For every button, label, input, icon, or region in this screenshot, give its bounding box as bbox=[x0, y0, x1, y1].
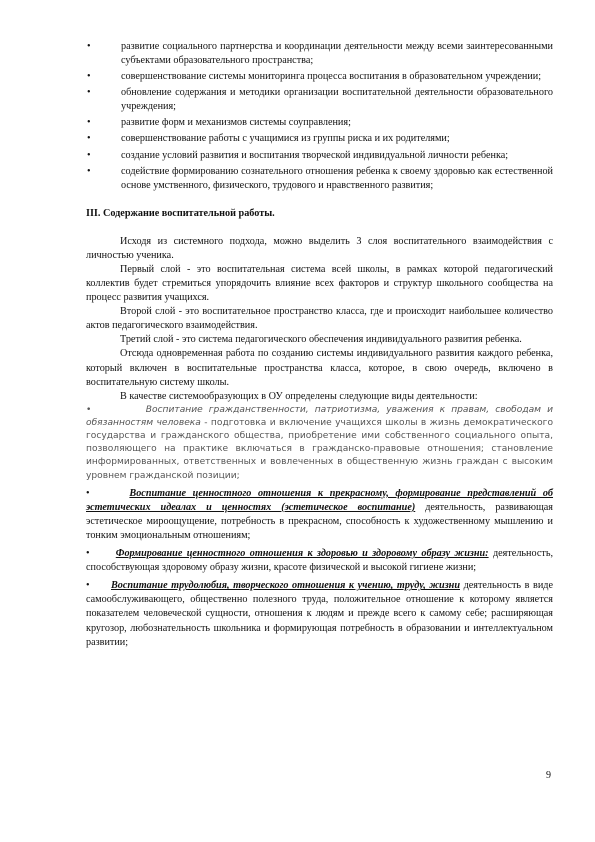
section-title: III. Содержание воспитательной работы. bbox=[86, 207, 275, 219]
bullet-glyph: • bbox=[87, 41, 91, 52]
bullet-glyph: • bbox=[86, 580, 90, 592]
bullet-glyph: • bbox=[87, 133, 91, 145]
page-number: 9 bbox=[546, 770, 551, 781]
paragraph: Третий слой - это система педагогического обеспечения индивидуального развития ребенка. bbox=[120, 334, 522, 346]
activity-text: деятельность, развивающая эстетическое мироощущение, потребность в прекрасном, способность к художественному мышлению и тонким эмоциональным отношениям; bbox=[86, 501, 553, 542]
activity-title: Воспитание трудолюбия, творческого отношения к учению, труду, жизни bbox=[110, 580, 460, 592]
paragraph: Исходя из системного подхода, можно выделить 3 слоя воспитательного взаимодействия с личностью ученика. bbox=[86, 235, 553, 261]
bullet-glyph: • bbox=[87, 165, 91, 177]
activity-item bbox=[86, 404, 553, 483]
bullet-glyph: • bbox=[87, 149, 91, 161]
activity-text: - подготовка и включение учащихся школы в жизнь демократического государства и гражданского общества, приобретение ими собственного социального опыта, позволяющего на практике включаться в гражданско-правовые отношения; становление информированных, ответственных и вовлеченных в общественную жизнь граждан с высоким уровнем гражданской позиции; bbox=[86, 417, 554, 481]
list-item bbox=[86, 132, 553, 146]
activity-title: Воспитание гражданственности, патриотизма, уважения к правам, свободам и обязанностям человека bbox=[86, 404, 553, 428]
list-item-text: содействие формированию сознательного отношения ребенка к своему здоровью как естественной основе умственного, физического, трудового и нравственного развития; bbox=[121, 165, 553, 191]
activity-text: деятельность в виде самообслуживающего, общественно полезного труда, положительное отношение к которому является показателем человеческой сущности, отношения к людям и прежде всего к самому себе; расширяющая кругозор, любознательность школьника и формирующая потребность в образовании и интеллектуальном развитии; bbox=[86, 580, 553, 648]
activity-item bbox=[86, 487, 553, 543]
list-item-text: развитие форм и механизмов системы соуправления; bbox=[121, 117, 351, 129]
activity-item bbox=[86, 547, 553, 575]
bullet-glyph: • bbox=[87, 87, 91, 99]
paragraph: В качестве системообразующих в ОУ определены следующие виды деятельности: bbox=[120, 390, 478, 402]
activity-title: Воспитание ценностного отношения к прекрасному, формирование представлений об эстетических идеалах и ценностях (эстетическое воспитание) bbox=[86, 487, 554, 513]
list-item bbox=[86, 40, 553, 68]
list-item-text: совершенствование работы с учащимися из группы риска и их родителями; bbox=[121, 133, 450, 145]
list-item bbox=[86, 165, 553, 193]
paragraph: Второй слой - это воспитательное пространство класса, где и происходит наибольшее количество актов педагогического взаимодействия. bbox=[86, 306, 553, 332]
list-item-text: развитие социального партнерства и координации деятельности между всеми заинтересованными субъектами образовательного пространства; bbox=[121, 41, 553, 67]
bullet-list-top bbox=[86, 40, 553, 193]
bullet-glyph: • bbox=[86, 548, 90, 560]
bullet-glyph: • bbox=[87, 71, 91, 83]
list-item-text: создание условий развития и воспитания творческой индивидуальной личности ребенка; bbox=[121, 149, 509, 161]
paragraph: Первый слой - это воспитательная система всей школы, в рамках которой педагогический коллектив будет стремиться упорядочить влияние всех факторов и структур школьного сообщества на процесс развития учащихся. bbox=[86, 264, 553, 304]
activity-item bbox=[86, 579, 553, 649]
list-item bbox=[86, 116, 553, 130]
paragraph: Отсюда одновременная работа по созданию системы индивидуального развития каждого ребенка, который включен в воспитательные пространства класса, которое, в свою очередь, включено в воспитательную систему школы. bbox=[86, 348, 553, 388]
list-item-text: обновление содержания и методики организации воспитательной деятельности образовательного учреждения; bbox=[121, 87, 553, 113]
activity-text: деятельность, способствующая здоровому образу жизни, красоте физической и высокой гигиене жизни; bbox=[86, 548, 554, 574]
activity-title: Формирование ценностного отношения к здоровью и здоровому образу жизни: bbox=[115, 548, 489, 560]
list-item bbox=[86, 86, 553, 114]
bullet-glyph: • bbox=[86, 487, 90, 499]
bullet-glyph: • bbox=[86, 404, 92, 415]
list-item bbox=[86, 149, 553, 163]
list-item bbox=[86, 70, 553, 84]
list-item-text: совершенствование системы мониторинга процесса воспитания в образовательном учреждении; bbox=[121, 71, 542, 83]
bullet-glyph: • bbox=[87, 117, 91, 129]
activity-list bbox=[86, 404, 553, 650]
